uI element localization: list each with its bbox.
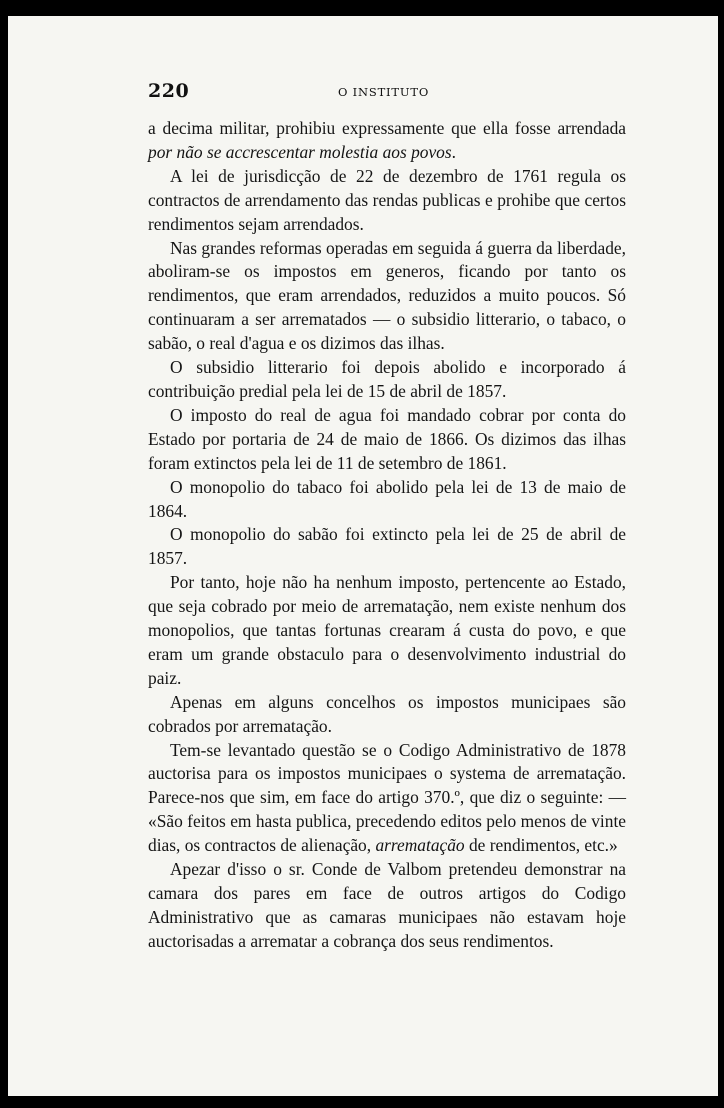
- paragraph: [148, 523, 626, 571]
- body-text: [148, 117, 626, 954]
- page-number: 220: [148, 80, 190, 102]
- text-run: O imposto do real de agua foi mandado cobrar por conta do Estado por portaria de 24 de maio de 1866. Os dizimos das ilhas foram extinctos pela lei de 11 de setembro de 1861.: [148, 404, 626, 473]
- paragraph: [148, 356, 626, 404]
- paragraph: [148, 476, 626, 524]
- paragraph: [148, 691, 626, 739]
- text-run: A lei de jurisdicção de 22 de dezembro de 1761 regula os contractos de arrendamento das rendas publicas e prohibe que certos rendimentos sejam arrendados.: [148, 165, 626, 234]
- italic-phrase: por não se accrescentar molestia aos povos: [148, 141, 452, 162]
- paragraph: [148, 739, 626, 859]
- paragraph: [148, 165, 626, 237]
- text-run: Apezar d'isso o sr. Conde de Valbom pretendeu demonstrar na camara dos pares em face de outros artigos do Codigo Administrativo que as camaras municipaes não estavam hoje auctorisadas a arrematar a cobrança dos seus rendimentos.: [148, 859, 626, 951]
- text-run: Apenas em alguns concelhos os impostos municipaes são cobrados por arrematação.: [148, 691, 626, 736]
- paragraph: [148, 237, 626, 357]
- text-run: Por tanto, hoje não ha nenhum imposto, pertencente ao Estado, que seja cobrado por meio de arrematação, nem existe nenhum dos monopolios, que tantas fortunas crearam á custa do povo, e que eram um grande obstaculo para o desenvolvimento industrial do paiz.: [148, 572, 626, 688]
- text-run: O monopolio do sabão foi extincto pela lei de 25 de abril de 1857.: [148, 524, 626, 569]
- text-run: O monopolio do tabaco foi abolido pela lei de 13 de maio de 1864.: [148, 476, 626, 521]
- text-run: .: [451, 141, 457, 162]
- running-title: O INSTITUTO: [338, 85, 430, 99]
- text-run: Tem-se levantado questão se o Codigo Administrativo de 1878 auctorisa para os impostos municipaes o systema de arrematação. Parece-nos que sim, em face do artigo 370.º, que diz o seguinte: — «São feitos em hasta publica, precedendo editos pelo menos de vinte dias, os contractos de alienação,: [148, 739, 626, 856]
- text-run: Nas grandes reformas operadas em seguida á guerra da liberdade, aboliram-se os impostos em generos, ficando por tanto os rendimentos, que eram arrendados, reduzidos a muito poucos. Só continuaram a ser arrematados — o subsidio litterario, o tabaco, o sabão, o real d'agua e os dizimos das ilhas.: [148, 237, 626, 354]
- text-run: de rendimentos, etc.»: [464, 835, 618, 856]
- page-header: [148, 80, 628, 106]
- text-run: O subsidio litterario foi depois abolido e incorporado á contribuição predial pela lei de 15 de abril de 1857.: [148, 357, 626, 401]
- text-run: a decima militar, prohibiu expressamente que ella fosse arrendada: [148, 118, 626, 138]
- paragraph: [148, 858, 626, 954]
- paragraph: [148, 117, 626, 165]
- paragraph: [148, 404, 626, 476]
- paragraph: [148, 571, 626, 691]
- italic-phrase: arrematação: [375, 835, 465, 856]
